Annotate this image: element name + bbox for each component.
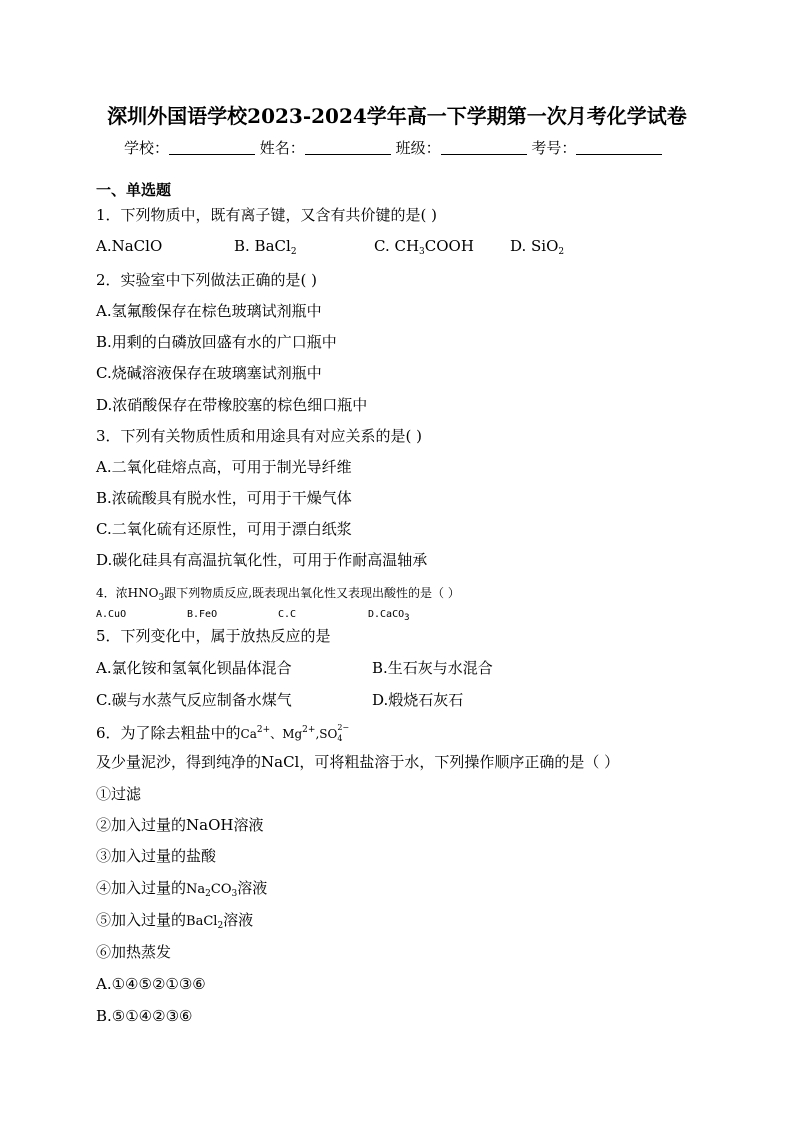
page-title: 深圳外国语学校2023-2024学年高一下学期第一次月考化学试卷 [107, 104, 687, 128]
q5-option-b: B.生石灰与水混合 [372, 659, 493, 677]
q5-option-a: A.氯化铵和氢氧化钡晶体混合 [96, 659, 292, 677]
q3-option-c: C.二氧化硫有还原性，可用于漂白纸浆 [96, 520, 352, 538]
q1-option-c: C. $CH_3COOH$ [374, 237, 474, 257]
student-info-row [124, 137, 662, 158]
q6-step-4: ④加入过量的$Na_2CO_3$溶液 [96, 879, 268, 899]
school-blank[interactable] [169, 140, 255, 155]
q6-stem: 6．为了除去粗盐中的$Ca^{2+}$、$Mg^{2+},SO$ 2− 4 [96, 723, 350, 743]
q6-step-1: ①过滤 [96, 785, 142, 803]
q1-stem: 1．下列物质中，既有离子键，又含有共价键的是( ) [96, 206, 438, 224]
q2-option-c: C.烧碱溶液保存在玻璃塞试剂瓶中 [96, 364, 322, 382]
q6-stem-line2: 及少量泥沙，得到纯净的NaCl，可将粗盐溶于水，下列操作顺序正确的是（ ） [96, 753, 620, 771]
name-blank[interactable] [305, 140, 391, 155]
q4-option-d: D.CaCO$_3$ [368, 609, 410, 623]
q2-option-b: B.用剩的白磷放回盛有水的广口瓶中 [96, 333, 337, 351]
q3-option-b: B.浓硫酸具有脱水性，可用于干燥气体 [96, 489, 352, 507]
q4-option-b: B.FeO [187, 609, 218, 620]
q3-option-d: D.碳化硅具有高温抗氧化性，可用于作耐高温轴承 [96, 551, 428, 569]
section-heading: 一、单选题 [96, 181, 172, 199]
q4-stem: 4．浓$HNO_3$跟下列物质反应,既表现出氧化性又表现出酸性的是（ ） [96, 586, 460, 603]
q4-option-a: A.CuO [96, 609, 127, 620]
exam-no-label: 考号： [531, 139, 577, 157]
q5-option-c: C.碳与水蒸气反应制备水煤气 [96, 691, 292, 709]
q4-option-c: C.C [278, 609, 297, 620]
class-blank[interactable] [441, 140, 527, 155]
q3-stem: 3．下列有关物质性质和用途具有对应关系的是( ) [96, 427, 423, 445]
q3-option-a: A.二氧化硅熔点高，可用于制光导纤维 [96, 458, 352, 476]
q6-option-a: A.①④⑤②①③⑥ [96, 975, 206, 993]
q6-step-5: ⑤加入过量的BaCl$_2$溶液 [96, 911, 254, 931]
class-label: 班级： [395, 139, 441, 157]
q6-option-b: B.⑤①④②③⑥ [96, 1007, 193, 1025]
q6-step-3: ③加入过量的盐酸 [96, 847, 217, 865]
q1-option-d: D. SiO$_2$ [510, 237, 565, 257]
exam-no-blank[interactable] [576, 140, 662, 155]
q2-option-d: D.浓硝酸保存在带橡胶塞的棕色细口瓶中 [96, 396, 368, 414]
q2-stem: 2．实验室中下列做法正确的是( ) [96, 271, 318, 289]
q6-step-2: ②加入过量的NaOH溶液 [96, 816, 264, 834]
q5-option-d: D.煅烧石灰石 [372, 691, 464, 709]
q6-step-6: ⑥加热蒸发 [96, 943, 172, 961]
name-label: 姓名： [259, 139, 305, 157]
q5-stem: 5．下列变化中，属于放热反应的是 [96, 627, 331, 645]
q1-option-a: A.NaClO [96, 237, 163, 255]
q2-option-a: A.氢氟酸保存在棕色玻璃试剂瓶中 [96, 302, 322, 320]
q1-option-b: B. BaCl$_2$ [234, 237, 297, 257]
school-label: 学校： [124, 139, 170, 157]
